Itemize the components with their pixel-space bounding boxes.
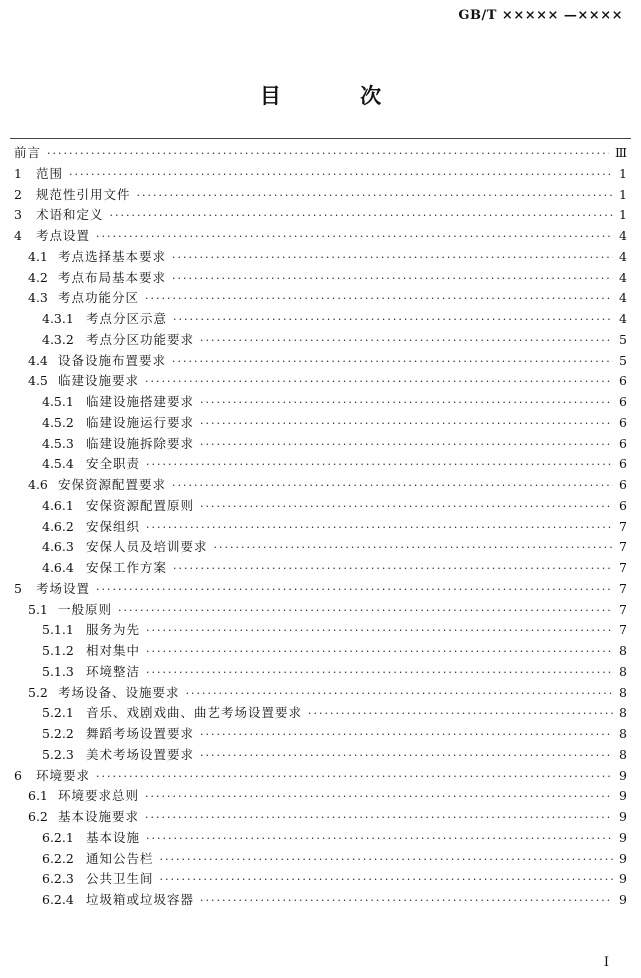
toc-dot-leader [173, 562, 613, 575]
toc-entry[interactable] [14, 662, 627, 683]
toc-entry-number: 3 [14, 207, 22, 223]
toc-dot-leader [69, 168, 613, 181]
toc-dot-leader [200, 500, 613, 513]
toc-entry-label: 设备设施布置要求 [58, 352, 167, 368]
toc-dot-leader [145, 811, 613, 824]
toc-entry[interactable] [14, 371, 627, 392]
toc-entry-number: 4.2 [28, 269, 48, 285]
toc-entry-page: 8 [619, 746, 627, 762]
toc-dot-leader [200, 438, 613, 451]
toc-entry-label: 环境要求 [36, 767, 91, 783]
toc-entry-page: 5 [619, 352, 627, 368]
toc-entry-number: 4 [14, 228, 22, 243]
toc-dot-leader [172, 355, 613, 368]
toc-entry-label: 考点分区功能要求 [86, 331, 195, 347]
toc-entry-label: 临建设施搭建要求 [86, 394, 195, 409]
toc-entry-number: 4.6.4 [42, 560, 74, 575]
toc-entry-page: 8 [619, 684, 627, 700]
toc-dot-leader [186, 687, 613, 700]
toc-entry-label: 考点功能分区 [58, 290, 140, 306]
toc-entry-label: 术语和定义 [36, 207, 104, 223]
toc-entry-number: 6.2 [28, 809, 48, 824]
toc-entry-page: 9 [619, 809, 627, 824]
toc-entry-page: 4 [619, 269, 627, 285]
toc-dot-leader [118, 604, 613, 617]
toc-entry-number: 4.5 [28, 373, 48, 389]
table-of-contents [14, 143, 627, 911]
toc-entry-label: 基本设施要求 [58, 809, 140, 824]
toc-entry-label: 相对集中 [86, 643, 141, 658]
toc-dot-leader [214, 541, 613, 554]
toc-entry-page: 1 [619, 186, 627, 202]
toc-entry-label: 考点布局基本要求 [58, 269, 167, 285]
toc-entry-page: 1 [619, 207, 627, 223]
toc-entry[interactable] [14, 537, 627, 558]
toc-dot-leader [160, 873, 613, 886]
toc-entry-page: 9 [619, 767, 627, 783]
toc-entry-number: 4.6.2 [42, 518, 74, 534]
toc-entry[interactable] [14, 828, 627, 849]
toc-entry-page: 7 [619, 560, 627, 575]
toc-entry[interactable] [14, 185, 627, 206]
toc-entry-page: 4 [619, 228, 627, 243]
toc-entry-number: 6.2.3 [42, 871, 74, 887]
toc-entry[interactable] [14, 413, 627, 434]
toc-entry-page: 8 [619, 705, 627, 721]
toc-dot-leader [137, 189, 613, 202]
toc-entry[interactable] [14, 392, 627, 413]
toc-dot-leader [172, 251, 613, 264]
toc-entry-page: 7 [619, 580, 627, 596]
toc-entry[interactable] [14, 703, 627, 724]
toc-dot-leader [145, 790, 613, 803]
toc-entry-page: 8 [619, 726, 627, 741]
toc-entry[interactable] [14, 496, 627, 517]
toc-entry-number: 6.2.1 [42, 829, 74, 845]
toc-entry-number: 5.2 [28, 684, 48, 700]
toc-entry-number: 5.2.3 [42, 746, 74, 762]
toc-entry-page: 9 [619, 892, 627, 907]
toc-entry[interactable] [14, 641, 627, 662]
toc-dot-leader [146, 458, 613, 471]
toc-entry-page: 9 [619, 788, 627, 804]
toc-dot-leader [200, 417, 613, 430]
toc-entry[interactable] [14, 330, 627, 351]
toc-entry[interactable] [14, 786, 627, 807]
toc-entry[interactable] [14, 724, 627, 745]
toc-entry-label: 舞蹈考场设置要求 [86, 726, 195, 741]
toc-entry-number: 5.2.2 [42, 726, 74, 741]
toc-entry-label: 环境整洁 [86, 663, 141, 679]
toc-entry-number: 4.5.1 [42, 394, 74, 409]
toc-entry-page: 9 [619, 871, 627, 887]
toc-entry-label: 服务为先 [86, 622, 141, 638]
toc-entry[interactable] [14, 143, 627, 164]
toc-entry-page: 6 [619, 435, 627, 451]
toc-entry[interactable] [14, 579, 627, 600]
toc-dot-leader [110, 209, 613, 222]
toc-entry-page: 9 [619, 850, 627, 866]
toc-dot-leader [172, 272, 613, 285]
toc-entry-number: 4.5.3 [42, 435, 74, 451]
title-divider [10, 138, 631, 139]
toc-entry-label: 范围 [36, 165, 64, 181]
toc-entry[interactable] [14, 351, 627, 372]
toc-dot-leader [96, 583, 613, 596]
toc-entry[interactable] [14, 620, 627, 641]
toc-entry-number: 4.4 [28, 352, 48, 368]
toc-dot-leader [173, 313, 613, 326]
toc-entry-page: 9 [619, 829, 627, 845]
toc-dot-leader [200, 894, 613, 907]
toc-dot-leader [146, 832, 613, 845]
toc-entry-label: 公共卫生间 [86, 871, 154, 887]
toc-entry-page: 6 [619, 394, 627, 409]
toc-entry-label: 规范性引用文件 [36, 186, 131, 202]
toc-entry-page: 8 [619, 643, 627, 658]
toc-entry-number: 6.1 [28, 788, 48, 804]
toc-entry-page: 6 [619, 414, 627, 430]
toc-dot-leader [200, 728, 613, 741]
toc-entry[interactable] [14, 268, 627, 289]
toc-entry-label: 通知公告栏 [86, 850, 154, 866]
toc-entry-label: 临建设施拆除要求 [86, 435, 195, 451]
page-number: I [603, 955, 609, 970]
toc-entry-label: 安全职责 [86, 456, 141, 472]
toc-entry-page: 7 [619, 622, 627, 638]
toc-entry-number: 4.6.1 [42, 497, 74, 513]
toc-entry-number: 4.3 [28, 290, 48, 306]
toc-entry[interactable] [14, 558, 627, 579]
toc-entry-page: 6 [619, 497, 627, 513]
toc-entry-page: 6 [619, 477, 627, 492]
toc-dot-leader [146, 624, 613, 637]
toc-entry-page: 4 [619, 311, 627, 326]
toc-entry-label: 音乐、戏剧戏曲、曲艺考场设置要求 [86, 705, 303, 721]
toc-entry-number: 5.1.1 [42, 622, 74, 638]
toc-entry[interactable] [14, 454, 627, 475]
toc-entry-number: 6 [14, 767, 22, 783]
toc-entry[interactable] [14, 766, 627, 787]
toc-entry-number: 4.5.4 [42, 456, 74, 472]
toc-entry[interactable] [14, 683, 627, 704]
toc-entry-label: 考场设置 [36, 580, 91, 596]
toc-entry[interactable] [14, 247, 627, 268]
toc-dot-leader [200, 749, 613, 762]
page-title: 目 次 [259, 83, 418, 108]
toc-entry[interactable] [14, 807, 627, 828]
toc-entry[interactable] [14, 226, 627, 247]
toc-entry[interactable] [14, 890, 627, 911]
toc-entry-number: 6.2.2 [42, 850, 74, 866]
toc-dot-leader [96, 230, 613, 243]
toc-entry-number: 4.5.2 [42, 414, 74, 430]
toc-entry-page: 7 [619, 518, 627, 534]
toc-entry-number: 5.1.2 [42, 643, 74, 658]
toc-dot-leader [200, 396, 613, 409]
toc-entry-number: 5.1.3 [42, 663, 74, 679]
toc-entry-number: 6.2.4 [42, 892, 74, 907]
toc-entry-label: 基本设施 [86, 829, 141, 845]
toc-entry-label: 安保资源配置原则 [86, 497, 195, 513]
toc-entry[interactable] [14, 745, 627, 766]
toc-dot-leader [146, 521, 613, 534]
toc-entry[interactable] [14, 849, 627, 870]
toc-entry-page: 7 [619, 601, 627, 617]
toc-entry-page: 4 [619, 248, 627, 264]
toc-entry-label: 安保资源配置要求 [58, 477, 167, 492]
toc-entry-number: 5.2.1 [42, 705, 74, 721]
toc-entry-label: 临建设施要求 [58, 373, 140, 389]
toc-entry[interactable] [14, 288, 627, 309]
toc-entry-number: 4.3.1 [42, 311, 74, 326]
toc-entry-page: 4 [619, 290, 627, 306]
toc-entry-number: 1 [14, 165, 22, 181]
toc-dot-leader [308, 707, 613, 720]
toc-entry-page: 1 [619, 165, 627, 181]
toc-entry-label: 考点设置 [36, 228, 91, 243]
toc-entry-label: 安保组织 [86, 518, 141, 534]
toc-entry-label: 考点选择基本要求 [58, 248, 167, 264]
toc-entry-label: 考点分区示意 [86, 311, 168, 326]
toc-entry-page: 8 [619, 663, 627, 679]
toc-entry-label: 前言 [14, 145, 42, 160]
toc-entry-number: 5 [14, 580, 22, 596]
toc-dot-leader [146, 645, 613, 658]
toc-entry-number: 4.6 [28, 477, 48, 492]
toc-dot-leader [200, 334, 613, 347]
toc-entry-label: 考场设备、设施要求 [58, 684, 180, 700]
toc-entry[interactable] [14, 309, 627, 330]
toc-entry-page: 6 [619, 373, 627, 389]
toc-entry[interactable] [14, 475, 627, 496]
toc-entry-label: 垃圾箱或垃圾容器 [86, 892, 195, 907]
toc-entry-label: 环境要求总则 [58, 788, 140, 804]
toc-dot-leader [96, 770, 613, 783]
toc-entry-page: Ⅲ [614, 145, 627, 160]
toc-entry-number: 4.6.3 [42, 539, 74, 555]
toc-entry-number: 4.1 [28, 248, 48, 264]
toc-entry-number: 4.3.2 [42, 331, 74, 347]
toc-dot-leader [160, 853, 613, 866]
toc-entry-page: 5 [619, 331, 627, 347]
standard-code-header: GB/T ××××× —×××× [458, 8, 623, 23]
toc-dot-leader [172, 479, 613, 492]
toc-entry-number: 2 [14, 186, 22, 202]
toc-entry-label: 美术考场设置要求 [86, 746, 195, 762]
toc-dot-leader [146, 666, 613, 679]
toc-entry[interactable] [14, 869, 627, 890]
toc-entry[interactable] [14, 434, 627, 455]
toc-dot-leader [145, 292, 613, 305]
toc-entry[interactable] [14, 600, 627, 621]
toc-entry[interactable] [14, 164, 627, 185]
toc-entry-page: 6 [619, 456, 627, 472]
toc-entry[interactable] [14, 205, 627, 226]
toc-dot-leader [47, 147, 609, 160]
toc-entry-page: 7 [619, 539, 627, 555]
toc-entry-label: 安保工作方案 [86, 560, 168, 575]
toc-dot-leader [145, 375, 613, 388]
toc-entry-label: 安保人员及培训要求 [86, 539, 208, 555]
toc-entry-label: 临建设施运行要求 [86, 414, 195, 430]
toc-entry[interactable] [14, 517, 627, 538]
toc-entry-number: 5.1 [28, 601, 48, 617]
toc-entry-label: 一般原则 [58, 601, 113, 617]
